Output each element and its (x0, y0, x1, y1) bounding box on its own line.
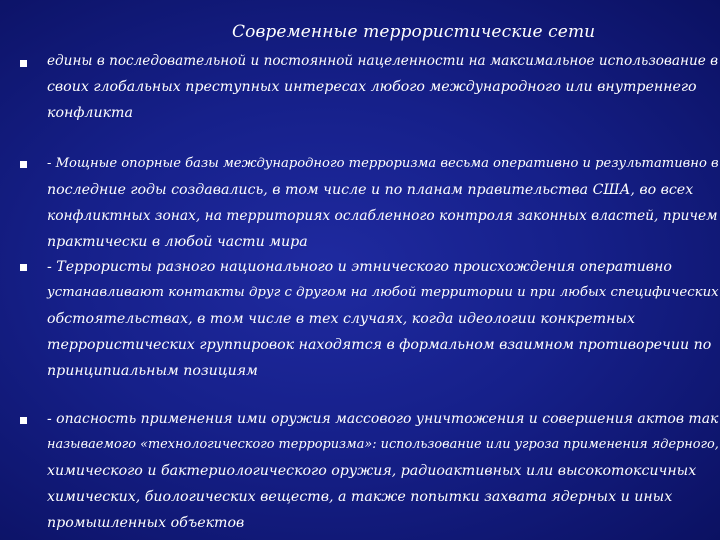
bullet-marker-3 (20, 264, 27, 271)
bullet-3-line-5: принципиальным позициям (47, 363, 258, 379)
bullet-marker-2 (20, 161, 27, 168)
bullet-text-3 (47, 254, 719, 384)
bullet-3-line-4: террористических группировок находятся в формальном взаимном противоречии по (47, 337, 712, 353)
bullet-3-line-2: устанавливают контакты друг с другом на любой территории и при любых специфических (47, 285, 719, 300)
bullet-1-line-1: едины в последовательной и постоянной нацеленности на максимальное использование в (47, 53, 719, 69)
bullet-3-line-1: - Террористы разного национального и этнического происхождения оперативно (47, 259, 672, 275)
bullet-1-line-2: своих глобальных преступных интересах любого международного или внутреннего (47, 79, 697, 95)
bullet-2-line-4: практически в любой части мира (47, 234, 308, 250)
bullet-text-2 (47, 151, 719, 255)
bullet-2-line-2: последние годы создавались, в том числе и по планам правительства США, во всех (47, 182, 694, 198)
slide-title: Современные террористические сети (232, 22, 596, 42)
bullet-4-line-1: - опасность применения ими оружия массового уничтожения и совершения актов так (47, 411, 719, 427)
bullet-4-line-5: промышленных объектов (47, 515, 245, 531)
bullet-marker-1 (20, 60, 27, 67)
bullet-4-line-2: называемого «технологического терроризма»: использование или угроза применения ядерного, (47, 437, 719, 452)
bullet-text-1 (47, 48, 719, 126)
bullet-4-line-4: химических, биологических веществ, а также попытки захвата ядерных и иных (47, 489, 673, 505)
bullet-1-line-3: конфликта (47, 105, 133, 121)
bullet-text-4 (47, 406, 719, 536)
bullet-marker-4 (20, 417, 27, 424)
bullet-2-line-1: - Мощные опорные базы международного терроризма весьма оперативно и результативно в (47, 156, 719, 171)
bullet-2-line-3: конфликтных зонах, на территориях ослабленного контроля законных властей, причем (47, 208, 718, 224)
bullet-3-line-3: обстоятельствах, в том числе в тех случаях, когда идеологии конкретных (47, 311, 635, 327)
bullet-4-line-3: химического и бактериологического оружия, радиоактивных или высокотоксичных (47, 463, 697, 479)
